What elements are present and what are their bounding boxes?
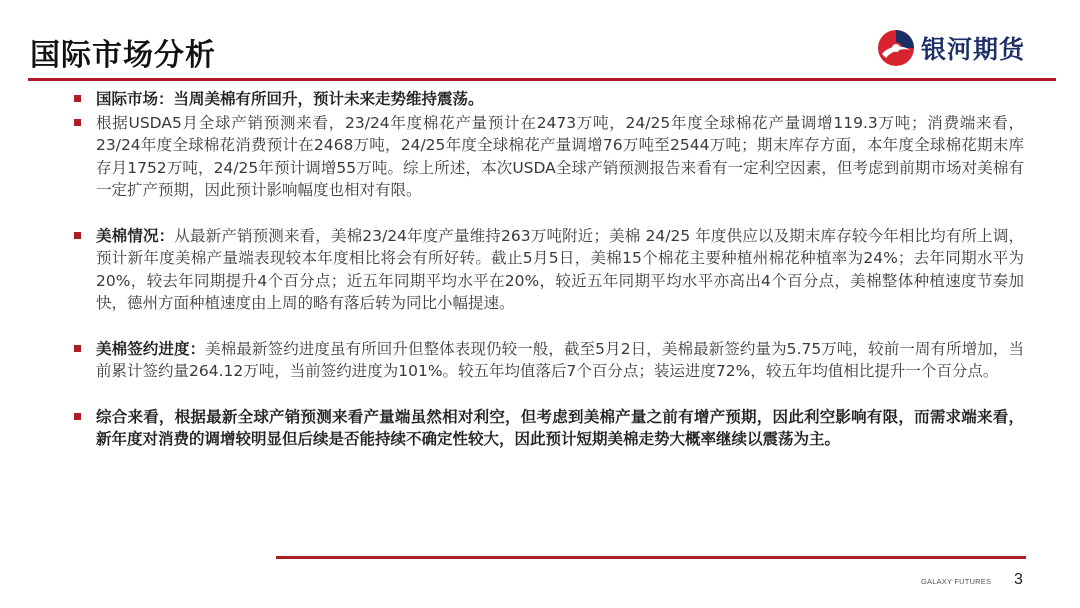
paragraph-lead: 美棉情况： [96,226,175,245]
paragraph-text: 国际市场：当周美棉有所回升，预计未来走势维持震荡。 [96,90,484,108]
paragraph-signing-progress [74,338,1024,383]
header-divider [28,78,1056,81]
paragraph-lead: 美棉签约进度： [96,339,206,358]
content-body [74,88,1024,451]
bullet-icon [74,413,81,420]
galaxy-futures-logo-icon [876,28,916,68]
paragraph-conclusion [74,406,1024,451]
bullet-icon [74,95,81,102]
footer-divider [276,556,1026,559]
paragraph-summary [74,88,1024,111]
paragraph-text: 美棉最新签约进度虽有所回升但整体表现仍较一般，截至5月2日，美棉最新签约量为5.75万吨，较前一周有所增加，当前累计签约量264.12万吨，当前签约进度为101%。较五年均值落后7个百分点；装运进度72%，较五年均值相比提升一个百分点。 [96,339,1024,380]
paragraph-usda [74,112,1024,202]
company-logo [876,28,1056,68]
paragraph-text: 综合来看，根据最新全球产销预测来看产量端虽然相对利空，但考虑到美棉产量之前有增产预期，因此利空影响有限，而需求端来看，新年度对消费的调增较明显但后续是否能持续不确定性较大，因此预计短期美棉走势大概率继续以震荡为主。 [96,407,1024,448]
footer-brand: GALAXY FUTURES [921,577,992,586]
slide-title: 国际市场分析 [30,38,216,73]
paragraph-us-cotton [74,225,1024,315]
paragraph-text: 根据USDA5月全球产销预测来看，23/24年度棉花产量预计在2473万吨，24/25年度全球棉花产量调增119.3万吨；消费端来看，23/24年度全球棉花消费预计在2468万吨，24/25年度全球棉花产量调增76万吨至2544万吨；期末库存方面，本年度全球棉花期末库存月1752万吨，24/25年预计调增55万吨。综上所述，本次USDA全球产销预测报告来看有一定利空因素，但考虑到前期市场对美棉有一定扩产预期，因此预计影响幅度也相对有限。 [96,113,1024,199]
bullet-icon [74,345,81,352]
bullet-icon [74,232,81,239]
paragraph-text: 从最新产销预测来看，美棉23/24年度产量维持263万吨附近；美棉 24/25 年度供应以及期末库存较今年相比均有所上调，预计新年度美棉产量端表现较本年度相比将会有所好转。截止5月5日，美棉15个棉花主要种植州棉花种植率为24%；去年同期水平为20%，较去年同期提升4个百分点；近五年同期平均水平在20%，较近五年同期平均水平亦高出4个百分点，美棉整体种植速度节奏加快，德州方面种植速度由上周的略有落后转为同比小幅提速。 [96,226,1024,312]
bullet-icon [74,119,81,126]
page-number: 3 [1014,571,1023,588]
logo-text: 银河期货 [921,35,1026,64]
